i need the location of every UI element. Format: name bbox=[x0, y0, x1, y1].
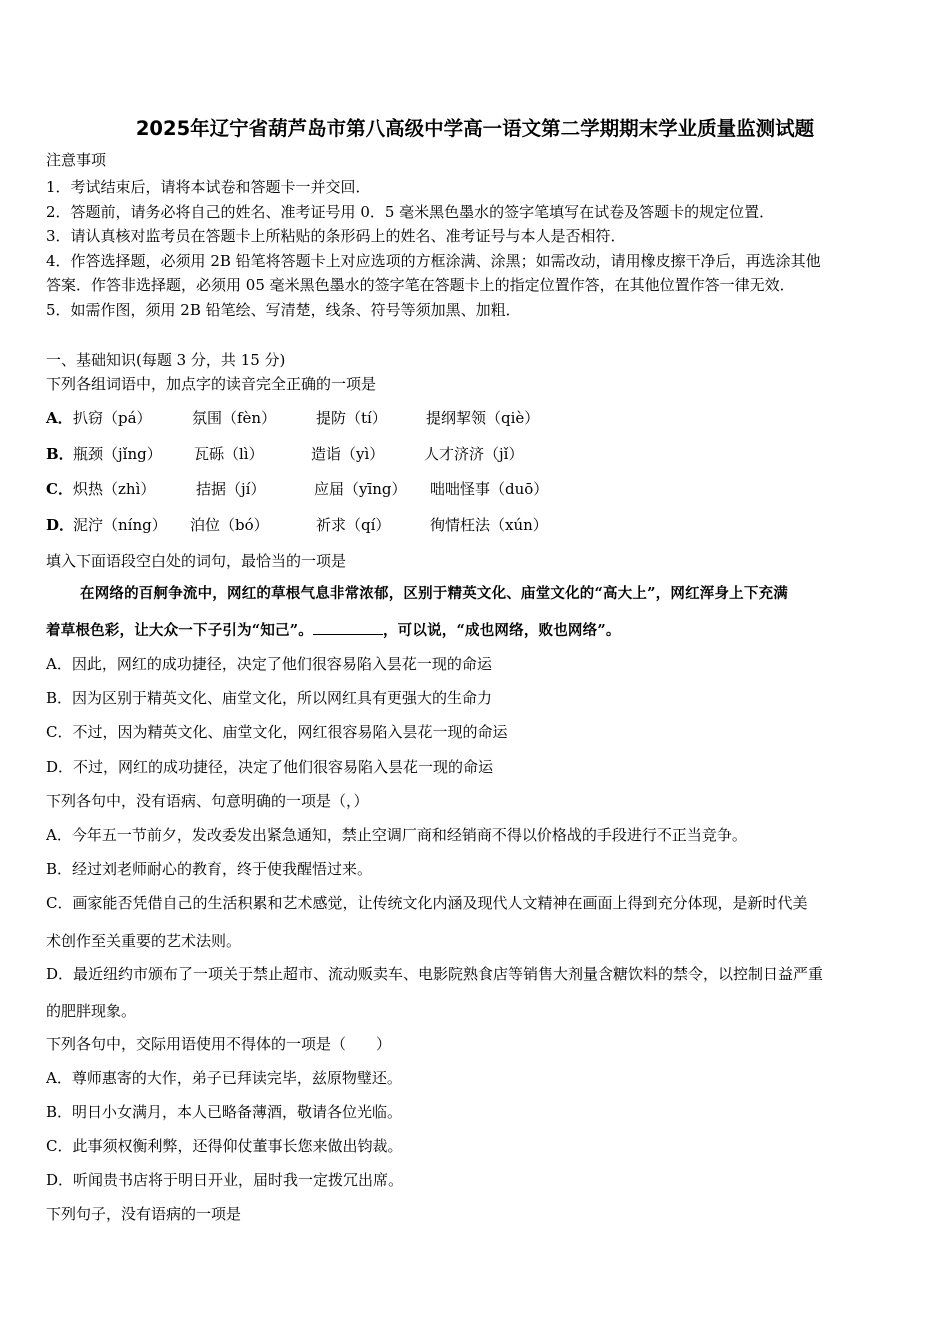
q2-option-d: D．不过，网红的成功捷径，决定了他们很容易陷入昙花一现的命运 bbox=[46, 758, 494, 776]
q2-stem: 填入下面语段空白处的词句，最恰当的一项是 bbox=[46, 552, 347, 570]
notice-item-4-cont: 答案．作答非选择题，必须用 05 毫米黑色墨水的签字笔在答题卡上的指定位置作答，在其他位置作答一律无效． bbox=[46, 276, 795, 294]
notice-item-5: 5．如需作图，须用 2B 铅笔绘、写清楚，线条、符号等须加黑、加粗． bbox=[46, 301, 521, 319]
q3-option-c: C．画家能否凭借自己的生活积累和艺术感觉，让传统文化内涵及现代人文精神在画面上得到充分体现，是新时代美 bbox=[46, 894, 808, 912]
q4-stem: 下列各句中，交际用语使用不得体的一项是（ ） bbox=[46, 1035, 392, 1053]
q3-option-c-cont: 术创作至关重要的艺术法则。 bbox=[46, 932, 242, 950]
option-label: A． bbox=[46, 409, 73, 427]
q3-option-d: D．最近纽约市颁布了一项关于禁止超市、流动贩卖车、电影院熟食店等销售大剂量含糖饮料的禁令，以控制日益严重 bbox=[46, 965, 824, 983]
q4-option-b: B．明日小女满月，本人已略备薄酒，敬请各位光临。 bbox=[46, 1103, 403, 1121]
page-title: 2025年辽宁省葫芦岛市第八高级中学高一语文第二学期期末学业质量监测试题 bbox=[135, 117, 815, 140]
q3-option-b: B．经过刘老师耐心的教育，终于使我醒悟过来。 bbox=[46, 860, 373, 878]
q5-stem: 下列句子，没有语病的一项是 bbox=[46, 1205, 242, 1223]
q3-option-d-cont: 的肥胖现象。 bbox=[46, 1002, 137, 1020]
option-item: 氛围（fèn） bbox=[192, 409, 277, 427]
passage-text: ，可以说，“成也网络，败也网络”。 bbox=[382, 622, 621, 639]
notice-item-4: 4．作答选择题，必须用 2B 铅笔将答题卡上对应选项的方框涂满、涂黑；如需改动，请用橡皮擦干净后，再选涂其他 bbox=[46, 252, 821, 270]
q2-passage-line-2 bbox=[46, 620, 621, 641]
option-item: 泊位（bó） bbox=[190, 516, 269, 534]
q4-option-d: D．听闻贵书店将于明日开业，届时我一定拨冗出席。 bbox=[46, 1171, 404, 1189]
option-item: 瓦砾（lì） bbox=[194, 445, 264, 463]
option-item: 提纲挈领（qiè） bbox=[426, 409, 540, 427]
option-label: B． bbox=[46, 445, 74, 463]
q2-option-a: A．因此，网红的成功捷径，决定了他们很容易陷入昙花一现的命运 bbox=[46, 655, 492, 673]
notice-item-2: 2．答题前，请务必将自己的姓名、准考证号用 0．5 毫米黑色墨水的签字笔填写在试卷及答题卡的规定位置． bbox=[46, 203, 775, 221]
option-item: 祈求（qí） bbox=[316, 516, 391, 534]
q4-option-c: C．此事须权衡利弊，还得仰仗董事长您来做出钧裁。 bbox=[46, 1137, 403, 1155]
q3-option-a: A．今年五一节前夕，发改委发出紧急通知，禁止空调厂商和经销商不得以价格战的手段进行不正当竞争。 bbox=[46, 826, 747, 844]
q2-option-b: B．因为区别于精英文化、庙堂文化，所以网红具有更强大的生命力 bbox=[46, 689, 493, 707]
option-item: 咄咄怪事（duō） bbox=[430, 480, 549, 498]
q2-option-c: C．不过，因为精英文化、庙堂文化，网红很容易陷入昙花一现的命运 bbox=[46, 723, 508, 741]
q1-option-d bbox=[46, 515, 906, 535]
answer-blank bbox=[313, 620, 383, 635]
option-item: 炽热（zhì） bbox=[73, 480, 156, 498]
section-heading: 一、基础知识(每题 3 分，共 15 分) bbox=[46, 351, 286, 369]
option-item: 应届（yīng） bbox=[314, 480, 407, 498]
option-item: 拮据（jí） bbox=[196, 480, 266, 498]
q1-option-c bbox=[46, 479, 906, 499]
notice-item-1: 1．考试结束后，请将本试卷和答题卡一并交回． bbox=[46, 178, 371, 196]
q1-option-b bbox=[46, 444, 906, 464]
q1-option-a bbox=[46, 408, 906, 428]
q1-stem: 下列各组词语中，加点字的读音完全正确的一项是 bbox=[46, 375, 377, 393]
q4-option-a: A．尊师惠寄的大作，弟子已拜读完毕，兹原物璧还。 bbox=[46, 1069, 402, 1087]
q2-passage-line-1: 在网络的百舸争流中，网红的草根气息非常浓郁，区别于精英文化、庙堂文化的“高大上”，网红浑身上下充满 bbox=[80, 585, 788, 602]
option-item: 泥泞（níng） bbox=[73, 516, 167, 534]
option-label: D． bbox=[46, 516, 75, 534]
notice-heading: 注意事项 bbox=[46, 151, 107, 169]
option-item: 造诣（yì） bbox=[311, 445, 385, 463]
notice-item-3: 3．请认真核对监考员在答题卡上所粘贴的条形码上的姓名、准考证号与本人是否相符． bbox=[46, 227, 626, 245]
q3-stem: 下列各句中，没有语病、句意明确的一项是（，） bbox=[46, 792, 369, 810]
option-item: 人才济济（jǐ） bbox=[424, 445, 524, 463]
option-item: 徇情枉法（xún） bbox=[430, 516, 548, 534]
option-label: C． bbox=[46, 480, 73, 498]
passage-text: 着草根色彩，让大众一下子引为“知己”。 bbox=[46, 622, 313, 639]
option-item: 提防（tí） bbox=[316, 409, 387, 427]
option-item: 扒窃（pá） bbox=[73, 409, 152, 427]
option-item: 瓶颈（jǐng） bbox=[73, 445, 162, 463]
